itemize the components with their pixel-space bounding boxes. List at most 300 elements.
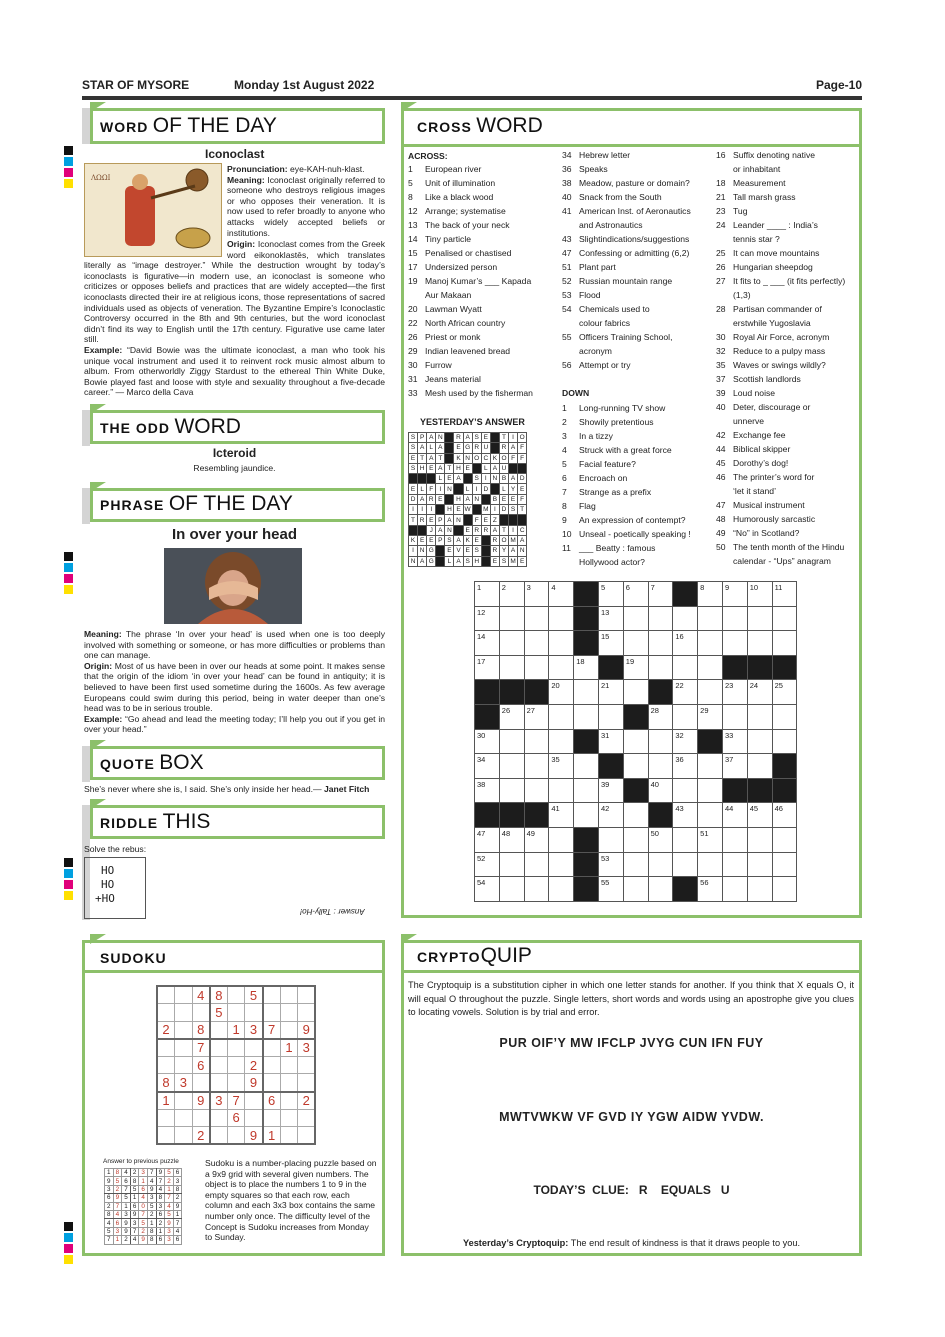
answer-cell: U xyxy=(499,463,508,473)
crossword-cell[interactable] xyxy=(772,606,797,631)
clue-item xyxy=(408,190,493,204)
sudoku-cell[interactable] xyxy=(245,1039,263,1057)
sudoku-cell[interactable] xyxy=(263,1004,281,1022)
sudoku-cell[interactable] xyxy=(210,1074,228,1092)
sudoku-description: Sudoku is a number-placing puzzle based on a 9x9 grid with several given numbers. The object is to place the numbers 1 to 9 in the empty squares so that each row, each column and each 3x3 box contains the same number only once. The difficulty level of the Concept is Sudoku increases from Monday to Sunday. xyxy=(205,1158,377,1243)
sudoku-cell[interactable] xyxy=(157,1109,175,1127)
rebus-line: HO xyxy=(101,864,115,877)
sudoku-cell[interactable] xyxy=(245,1004,263,1022)
clue-text: Speaks xyxy=(579,164,608,174)
crossword-cell[interactable] xyxy=(673,606,698,631)
crossword-cell[interactable]: 10 xyxy=(747,582,772,607)
sudoku-cell[interactable] xyxy=(227,1127,245,1145)
sudoku-cell[interactable] xyxy=(280,1004,298,1022)
crossword-cell[interactable]: 2 xyxy=(499,582,524,607)
crossword-cell[interactable]: 3 xyxy=(524,582,549,607)
answer-cell: E xyxy=(454,443,463,453)
crossword-cell[interactable] xyxy=(698,754,723,779)
crossword-cell[interactable]: 16 xyxy=(673,631,698,656)
clue-number: 28 xyxy=(716,304,726,314)
cryptoquip-intro: The Cryptoquip is a substitution cipher in which one letter stands for another. If you think that X equals O, it will equal O throughout the puzzle. Single letters, short words and words using an apostrophe give you clues to locating vowels. Solution is by trial and error. xyxy=(408,980,854,1017)
answer-cell: I xyxy=(490,505,499,515)
crossword-cell[interactable]: 4 xyxy=(549,582,574,607)
crossword-cell[interactable] xyxy=(673,704,698,729)
sudoku-cell[interactable] xyxy=(210,1109,228,1127)
answer-cell: L xyxy=(427,443,436,453)
crossword-cell[interactable]: 44 xyxy=(722,803,747,828)
crossword-cell[interactable]: 1 xyxy=(475,582,500,607)
crossword-cell[interactable] xyxy=(698,803,723,828)
crossword-cell[interactable]: 45 xyxy=(747,803,772,828)
clue-text: Priest or monk xyxy=(425,332,481,342)
crossword-cell[interactable] xyxy=(772,704,797,729)
answer-cell: I xyxy=(472,484,481,494)
answer-cell: G xyxy=(427,546,436,556)
crossword-cell[interactable] xyxy=(524,606,549,631)
crossword-cell[interactable]: 32 xyxy=(673,729,698,754)
answer-cell: I xyxy=(481,474,490,484)
sudoku-cell[interactable] xyxy=(210,1021,228,1039)
crossword-cell[interactable] xyxy=(747,877,772,902)
crossword-cell[interactable] xyxy=(698,606,723,631)
crossword-cell[interactable] xyxy=(524,778,549,803)
crossword-cell[interactable]: 17 xyxy=(475,655,500,680)
crossword-cell[interactable]: 41 xyxy=(549,803,574,828)
clue-number: 29 xyxy=(408,346,418,356)
crossword-cell[interactable]: 19 xyxy=(623,655,648,680)
sudoku-cell[interactable] xyxy=(210,1039,228,1057)
answer-cell: C xyxy=(518,525,527,535)
answer-cell: T xyxy=(499,433,508,443)
clue-text: It fits to _ ___ (it fits perfectly) xyxy=(733,276,846,286)
crossword-cell[interactable] xyxy=(598,827,623,852)
crossword-cell[interactable]: 7 xyxy=(648,582,673,607)
clue-number: 37 xyxy=(716,374,726,384)
crossword-cell[interactable]: 26 xyxy=(499,704,524,729)
sudoku-cell[interactable] xyxy=(298,1127,316,1145)
crossword-cell[interactable]: 51 xyxy=(698,827,723,852)
black-cell xyxy=(445,433,454,443)
crossword-cell[interactable] xyxy=(648,852,673,877)
crossword-cell[interactable] xyxy=(648,606,673,631)
sudoku-cell[interactable] xyxy=(298,1109,316,1127)
previous-sudoku-cell: 9 xyxy=(130,1210,139,1218)
sudoku-cell[interactable] xyxy=(280,986,298,1004)
sudoku-cell[interactable] xyxy=(227,1004,245,1022)
crossword-cell[interactable] xyxy=(722,877,747,902)
crossword-cell[interactable] xyxy=(673,655,698,680)
previous-sudoku-cell: 8 xyxy=(156,1194,165,1202)
crossword-cell[interactable] xyxy=(623,606,648,631)
answer-cell: A xyxy=(490,525,499,535)
sudoku-cell: 9 xyxy=(298,1021,316,1039)
sudoku-cell[interactable] xyxy=(175,1039,193,1057)
answer-cell: A xyxy=(454,556,463,566)
answer-cell: D xyxy=(409,494,418,504)
sudoku-cell[interactable] xyxy=(157,1056,175,1074)
crossword-cell[interactable] xyxy=(549,778,574,803)
sudoku-cell[interactable] xyxy=(263,986,281,1004)
clue-number: 8 xyxy=(562,501,567,511)
clue-number: 3 xyxy=(562,431,567,441)
crossword-cell[interactable] xyxy=(722,606,747,631)
crossword-cell[interactable]: 48 xyxy=(499,827,524,852)
clue-text: Royal Air Force, acronym xyxy=(733,332,830,342)
sudoku-cell: 1 xyxy=(280,1039,298,1057)
crossword-cell[interactable] xyxy=(499,729,524,754)
crossword-cell[interactable]: 55 xyxy=(598,877,623,902)
crossword-cell[interactable] xyxy=(549,729,574,754)
crossword-cell[interactable] xyxy=(574,778,599,803)
sudoku-cell[interactable] xyxy=(157,1127,175,1145)
sudoku-cell[interactable] xyxy=(298,1056,316,1074)
rebus-box xyxy=(84,857,146,919)
clue-text: Biblical skipper xyxy=(733,444,791,454)
crossword-cell[interactable] xyxy=(648,729,673,754)
clue-item xyxy=(562,415,654,429)
sudoku-cell[interactable] xyxy=(263,1039,281,1057)
crossword-cell[interactable]: 11 xyxy=(772,582,797,607)
clue-number: 56 xyxy=(562,360,572,370)
crossword-cell[interactable] xyxy=(499,631,524,656)
answer-cell: I xyxy=(409,546,418,556)
crossword-cell[interactable]: 33 xyxy=(722,729,747,754)
clue-item xyxy=(562,485,651,499)
previous-sudoku-cell: 1 xyxy=(139,1177,148,1185)
sudoku-cell[interactable] xyxy=(298,1074,316,1092)
sudoku-cell[interactable] xyxy=(227,1056,245,1074)
sudoku-cell[interactable] xyxy=(280,1127,298,1145)
previous-sudoku-cell: 8 xyxy=(130,1177,139,1185)
crossword-cell[interactable] xyxy=(648,631,673,656)
crossword-cell[interactable]: 54 xyxy=(475,877,500,902)
crossword-cell[interactable]: 46 xyxy=(772,803,797,828)
answer-cell: S xyxy=(472,546,481,556)
clue-item xyxy=(562,260,616,274)
crossword-cell[interactable]: 18 xyxy=(574,655,599,680)
sudoku-cell[interactable] xyxy=(210,1056,228,1074)
crossword-cell[interactable]: 5 xyxy=(598,582,623,607)
black-cell xyxy=(472,505,481,515)
sudoku-cell[interactable] xyxy=(245,1109,263,1127)
crossword-cell[interactable] xyxy=(698,680,723,705)
crossword-cell[interactable] xyxy=(722,827,747,852)
crossword-cell[interactable] xyxy=(623,852,648,877)
crossword-cell[interactable]: 30 xyxy=(475,729,500,754)
answer-cell: A xyxy=(454,474,463,484)
sudoku-cell: 8 xyxy=(210,986,228,1004)
issue-date: Monday 1st August 2022 xyxy=(234,78,375,92)
answer-cell: E xyxy=(463,546,472,556)
sudoku-cell[interactable] xyxy=(157,1004,175,1022)
sudoku-cell[interactable] xyxy=(175,1021,193,1039)
sudoku-cell[interactable] xyxy=(280,1074,298,1092)
previous-sudoku-cell: 5 xyxy=(113,1177,122,1185)
clue-text: Humorously sarcastic xyxy=(733,514,816,524)
crossword-cell[interactable]: 27 xyxy=(524,704,549,729)
sudoku-cell[interactable] xyxy=(192,1004,210,1022)
crossword-cell[interactable] xyxy=(623,680,648,705)
crossword-cell[interactable] xyxy=(499,655,524,680)
clue-item xyxy=(716,386,775,400)
crossword-cell[interactable]: 15 xyxy=(598,631,623,656)
crossword-cell[interactable] xyxy=(747,704,772,729)
clue-text: ___ Beatty : famous xyxy=(579,543,656,553)
registration-yellow xyxy=(64,585,73,594)
crossword-cell[interactable] xyxy=(747,827,772,852)
crossword-cell[interactable] xyxy=(499,778,524,803)
crossword-cell[interactable] xyxy=(549,827,574,852)
sudoku-cell: 5 xyxy=(245,986,263,1004)
previous-sudoku-cell: 9 xyxy=(165,1219,174,1227)
clue-number: 47 xyxy=(716,500,726,510)
crossword-cell[interactable] xyxy=(549,852,574,877)
previous-sudoku-cell: 5 xyxy=(130,1185,139,1193)
crossword-cell[interactable] xyxy=(623,729,648,754)
sudoku-cell[interactable] xyxy=(280,1109,298,1127)
crossword-cell[interactable]: 34 xyxy=(475,754,500,779)
crossword-cell[interactable]: 42 xyxy=(598,803,623,828)
answer-cell: I xyxy=(409,505,418,515)
crossword-cell[interactable] xyxy=(747,729,772,754)
crossword-cell[interactable] xyxy=(623,877,648,902)
crossword-cell[interactable] xyxy=(747,852,772,877)
crossword-cell[interactable]: 9 xyxy=(722,582,747,607)
crossword-cell[interactable] xyxy=(648,877,673,902)
crossword-cell[interactable] xyxy=(549,606,574,631)
crossword-cell[interactable] xyxy=(648,655,673,680)
answer-cell: S xyxy=(463,556,472,566)
crossword-cell[interactable]: 38 xyxy=(475,778,500,803)
previous-sudoku-cell: 2 xyxy=(113,1185,122,1193)
crossword-cell[interactable]: 50 xyxy=(648,827,673,852)
clue-item xyxy=(716,176,786,190)
crossword-cell[interactable]: 47 xyxy=(475,827,500,852)
crossword-cell[interactable]: 39 xyxy=(598,778,623,803)
black-cell xyxy=(524,803,549,828)
crossword-cell[interactable] xyxy=(499,852,524,877)
answer-cell: I xyxy=(509,525,518,535)
previous-sudoku-cell: 2 xyxy=(156,1219,165,1227)
rebus-line: HO xyxy=(101,878,115,891)
clue-text: Loud noise xyxy=(733,388,776,398)
crossword-cell[interactable] xyxy=(524,655,549,680)
clue-number: 45 xyxy=(716,458,726,468)
crossword-cell[interactable]: 24 xyxy=(747,680,772,705)
crossword-cell[interactable] xyxy=(623,827,648,852)
crossword-cell[interactable]: 13 xyxy=(598,606,623,631)
phrase-photo xyxy=(164,548,302,624)
answer-cell: P xyxy=(436,535,445,545)
clue-item xyxy=(408,232,471,246)
crossword-cell[interactable] xyxy=(772,852,797,877)
sudoku-cell[interactable] xyxy=(227,1074,245,1092)
sudoku-cell[interactable] xyxy=(280,1092,298,1110)
previous-sudoku-cell: 3 xyxy=(173,1177,182,1185)
sudoku-cell[interactable] xyxy=(263,1109,281,1127)
crossword-cell[interactable]: 35 xyxy=(549,754,574,779)
crossword-cell[interactable]: 29 xyxy=(698,704,723,729)
clue-text: Tiny particle xyxy=(425,234,472,244)
clue-number: 19 xyxy=(408,276,418,286)
sudoku-cell[interactable] xyxy=(175,986,193,1004)
clue-number: 43 xyxy=(562,234,572,244)
crossword-cell[interactable] xyxy=(574,680,599,705)
crossword-cell[interactable] xyxy=(524,631,549,656)
crossword-cell[interactable] xyxy=(673,778,698,803)
answer-cell: A xyxy=(418,443,427,453)
crossword-cell[interactable] xyxy=(623,754,648,779)
crossword-cell[interactable]: 37 xyxy=(722,754,747,779)
sudoku-cell[interactable] xyxy=(263,1056,281,1074)
answer-cell: N xyxy=(436,433,445,443)
previous-sudoku-cell: 6 xyxy=(173,1236,182,1244)
sudoku-cell[interactable] xyxy=(157,986,175,1004)
answer-cell: A xyxy=(436,443,445,453)
clue-text: It can move mountains xyxy=(733,248,820,258)
sudoku-cell[interactable] xyxy=(245,1092,263,1110)
crossword-cell[interactable] xyxy=(499,754,524,779)
crossword-cell[interactable]: 36 xyxy=(673,754,698,779)
clue-item xyxy=(562,541,655,555)
crossword-cell[interactable] xyxy=(722,852,747,877)
crossword-cell[interactable]: 22 xyxy=(673,680,698,705)
sudoku-cell[interactable] xyxy=(175,1092,193,1110)
sudoku-cell[interactable] xyxy=(210,1127,228,1145)
sudoku-cell[interactable] xyxy=(192,1109,210,1127)
previous-sudoku-cell: 4 xyxy=(173,1227,182,1235)
clue-number: 30 xyxy=(716,332,726,342)
sudoku-cell[interactable] xyxy=(175,1127,193,1145)
crossword-cell[interactable] xyxy=(698,655,723,680)
crossword-cell[interactable] xyxy=(747,754,772,779)
black-cell xyxy=(673,877,698,902)
crossword-cell[interactable] xyxy=(549,631,574,656)
clue-number: 47 xyxy=(562,248,572,258)
answer-cell: A xyxy=(436,525,445,535)
crossword-cell[interactable]: 25 xyxy=(772,680,797,705)
clue-number: 17 xyxy=(408,262,418,272)
quote-title: QUOTE BOX xyxy=(100,751,204,774)
crossword-cell[interactable]: 12 xyxy=(475,606,500,631)
crossword-cell[interactable] xyxy=(722,631,747,656)
answer-cell: N xyxy=(418,546,427,556)
crossword-cell[interactable]: 23 xyxy=(722,680,747,705)
crossword-cell[interactable] xyxy=(623,631,648,656)
crossword-cell[interactable] xyxy=(499,606,524,631)
crossword-cell[interactable] xyxy=(648,754,673,779)
crossword-cell[interactable] xyxy=(772,729,797,754)
sudoku-cell[interactable] xyxy=(175,1109,193,1127)
sudoku-cell[interactable] xyxy=(192,1074,210,1092)
sudoku-cell[interactable] xyxy=(263,1074,281,1092)
answer-cell: R xyxy=(472,525,481,535)
sudoku-cell[interactable] xyxy=(227,986,245,1004)
crossword-cell[interactable]: 56 xyxy=(698,877,723,902)
sudoku-cell[interactable] xyxy=(298,1004,316,1022)
crossword-cell[interactable]: 31 xyxy=(598,729,623,754)
sudoku-cell[interactable] xyxy=(280,1021,298,1039)
sudoku-cell[interactable] xyxy=(175,1056,193,1074)
crossword-cell[interactable] xyxy=(549,704,574,729)
crossword-cell[interactable] xyxy=(574,754,599,779)
crossword-cell[interactable] xyxy=(524,754,549,779)
crossword-cell[interactable] xyxy=(673,852,698,877)
sudoku-cell[interactable] xyxy=(280,1056,298,1074)
crossword-cell[interactable] xyxy=(772,827,797,852)
crossword-cell[interactable] xyxy=(698,852,723,877)
clue-text: Musical instrument xyxy=(733,500,805,510)
crossword-cell[interactable]: 8 xyxy=(698,582,723,607)
crossword-cell[interactable] xyxy=(574,704,599,729)
sudoku-cell: 7 xyxy=(192,1039,210,1057)
crossword-cell[interactable]: 6 xyxy=(623,582,648,607)
registration-cyan xyxy=(64,869,73,878)
across-label: ACROSS: xyxy=(408,151,448,161)
crossword-cell[interactable] xyxy=(549,877,574,902)
crossword-cell[interactable] xyxy=(772,631,797,656)
black-cell xyxy=(518,463,527,473)
crossword-cell[interactable] xyxy=(698,631,723,656)
crossword-cell[interactable] xyxy=(524,852,549,877)
crossword-cell[interactable] xyxy=(747,631,772,656)
crossword-cell[interactable] xyxy=(524,729,549,754)
crossword-cell[interactable] xyxy=(499,877,524,902)
sudoku-cell[interactable] xyxy=(298,986,316,1004)
crossword-cell[interactable] xyxy=(598,704,623,729)
clue-item xyxy=(562,471,627,485)
crossword-cell[interactable]: 40 xyxy=(648,778,673,803)
sudoku-cell[interactable] xyxy=(157,1039,175,1057)
crossword-cell[interactable]: 21 xyxy=(598,680,623,705)
crossword-cell[interactable] xyxy=(623,803,648,828)
answer-cell: R xyxy=(499,443,508,453)
clue-item xyxy=(562,162,608,176)
crossword-cell[interactable] xyxy=(722,704,747,729)
clue-item xyxy=(716,232,780,246)
crossword-cell[interactable] xyxy=(747,606,772,631)
previous-sudoku-cell: 9 xyxy=(147,1185,156,1193)
crossword-cell[interactable]: 28 xyxy=(648,704,673,729)
crossword-cell[interactable] xyxy=(772,877,797,902)
answer-cell: K xyxy=(454,453,463,463)
clue-item xyxy=(408,358,452,372)
crossword-cell[interactable]: 52 xyxy=(475,852,500,877)
crossword-cell[interactable]: 49 xyxy=(524,827,549,852)
crossword-cell[interactable] xyxy=(574,803,599,828)
crossword-cell[interactable] xyxy=(524,877,549,902)
crossword-cell[interactable]: 43 xyxy=(673,803,698,828)
sudoku-cell[interactable] xyxy=(175,1004,193,1022)
answer-cell: G xyxy=(463,443,472,453)
crossword-cell[interactable]: 53 xyxy=(598,852,623,877)
black-cell xyxy=(772,778,797,803)
answer-cell: F xyxy=(518,453,527,463)
clue-item xyxy=(716,330,829,344)
crossword-cell[interactable] xyxy=(673,827,698,852)
previous-sudoku-cell: 7 xyxy=(105,1236,114,1244)
clue-item xyxy=(562,527,691,541)
previous-sudoku-cell: 3 xyxy=(147,1194,156,1202)
crossword-cell[interactable] xyxy=(549,655,574,680)
answer-cell: F xyxy=(509,453,518,463)
crossword-cell[interactable]: 14 xyxy=(475,631,500,656)
crossword-cell[interactable]: 20 xyxy=(549,680,574,705)
crossword-cell[interactable] xyxy=(698,778,723,803)
clue-item xyxy=(716,204,748,218)
sudoku-cell[interactable] xyxy=(227,1039,245,1057)
black-cell xyxy=(475,704,500,729)
